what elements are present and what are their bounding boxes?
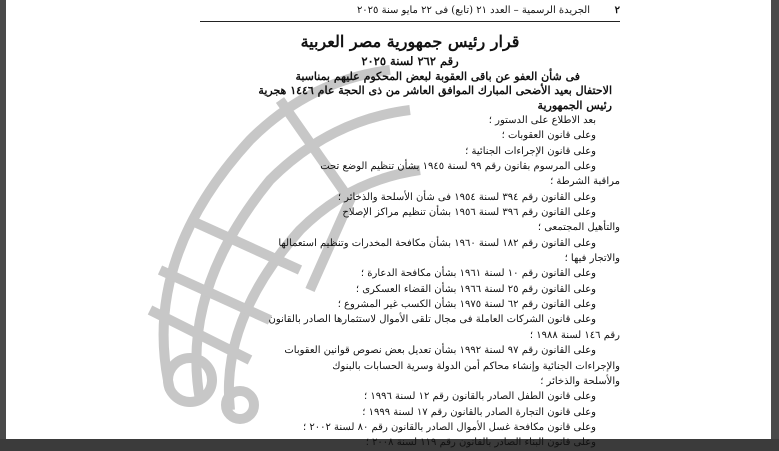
preamble-line: وعلى قانون الشركات العاملة فى مجال تلقى الأموال لاستثمارها الصادر بالقانون [268,314,596,326]
preamble-line: وعلى القانون رقم ٩٧ لسنة ١٩٩٢ بشأن تعديل بعض نصوص قوانين العقوبات [284,345,596,357]
preamble-line: وعلى قانون البناء الصادر بالقانون رقم ١١٩ لسنة ٢٠٠٨ ؛ [365,437,596,449]
preamble-line: وعلى القانون رقم ٢٥ لسنة ١٩٦٦ بشأن القضاء العسكرى ؛ [355,283,596,295]
decree-number: رقم ٢٦٢ لسنة ٢٠٢٥ [361,54,459,68]
viewer-border-right [771,0,779,439]
preamble-line: والاتجار فيها ؛ [564,253,620,265]
preamble-line: والإجراءات الجنائية وإنشاء محاكم أمن الدولة وسرية الحسابات بالبنوك [332,360,620,372]
preamble-line: وعلى قانون العقوبات ؛ [501,130,596,142]
preamble-line: رقم ١٤٦ لسنة ١٩٨٨ ؛ [529,329,620,341]
viewer-border-left [0,0,6,439]
header-rule [200,21,620,22]
preamble-line: وعلى قانون مكافحة غسل الأموال الصادر بالقانون رقم ٨٠ لسنة ٢٠٠٢ ؛ [303,421,596,433]
decree-title: قرار رئيس جمهورية مصر العربية [300,32,520,51]
preamble-line: مراقبة الشرطة ؛ [550,176,620,188]
preamble-line: وعلى القانون رقم ١٨٢ لسنة ١٩٦٠ بشأن مكافحة المخدرات وتنظيم استعمالها [278,237,596,249]
preamble-line: بعد الاطلاع على الدستور ؛ [488,115,596,126]
gazette-document [200,0,620,449]
preamble-line: والتأهيل المجتمعى ؛ [537,222,620,234]
page-number: ٢ [614,5,620,16]
running-header [200,4,620,18]
preamble-line: وعلى قانون الإجراءات الجنائية ؛ [465,145,596,157]
decree-topic-line-2: الاحتفال بعيد الأضحى المبارك الموافق العاشر من ذى الحجة عام ١٤٤٦ هجرية [258,84,612,97]
preamble-line: وعلى القانون رقم ٦٢ لسنة ١٩٧٥ بشأن الكسب غير المشروع ؛ [337,299,596,311]
preamble-line: وعلى القانون رقم ١٠ لسنة ١٩٦١ بشأن مكافحة الدعارة ؛ [360,268,596,280]
preamble-line: وعلى القانون رقم ٣٩٦ لسنة ١٩٥٦ بشأن تنظيم مراكز الإصلاح [342,207,596,219]
issuer-heading: رئيس الجمهورية [537,99,612,112]
preamble-line: وعلى قانون الطفل الصادر بالقانون رقم ١٢ لسنة ١٩٩٦ ؛ [364,391,596,403]
preamble-line: والأسلحة والذخائر ؛ [540,375,620,387]
preamble-line: وعلى المرسوم بقانون رقم ٩٩ لسنة ١٩٤٥ بشأن تنظيم الوضع تحت [320,161,596,173]
preamble-text [200,113,620,451]
gazette-issue-line: الجريدة الرسمية – العدد ٢١ (تابع) فى ٢٢ مايو سنة ٢٠٢٥ [356,5,590,16]
preamble-line: وعلى قانون التجارة الصادر بالقانون رقم ١٧ لسنة ١٩٩٩ ؛ [362,406,596,418]
decree-topic-line-1: فى شأن العفو عن باقى العقوبة لبعض المحكوم عليهم بمناسبة [295,70,580,83]
preamble-line: وعلى القانون رقم ٣٩٤ لسنة ١٩٥٤ فى شأن الأسلحة والذخائر ؛ [337,191,596,203]
